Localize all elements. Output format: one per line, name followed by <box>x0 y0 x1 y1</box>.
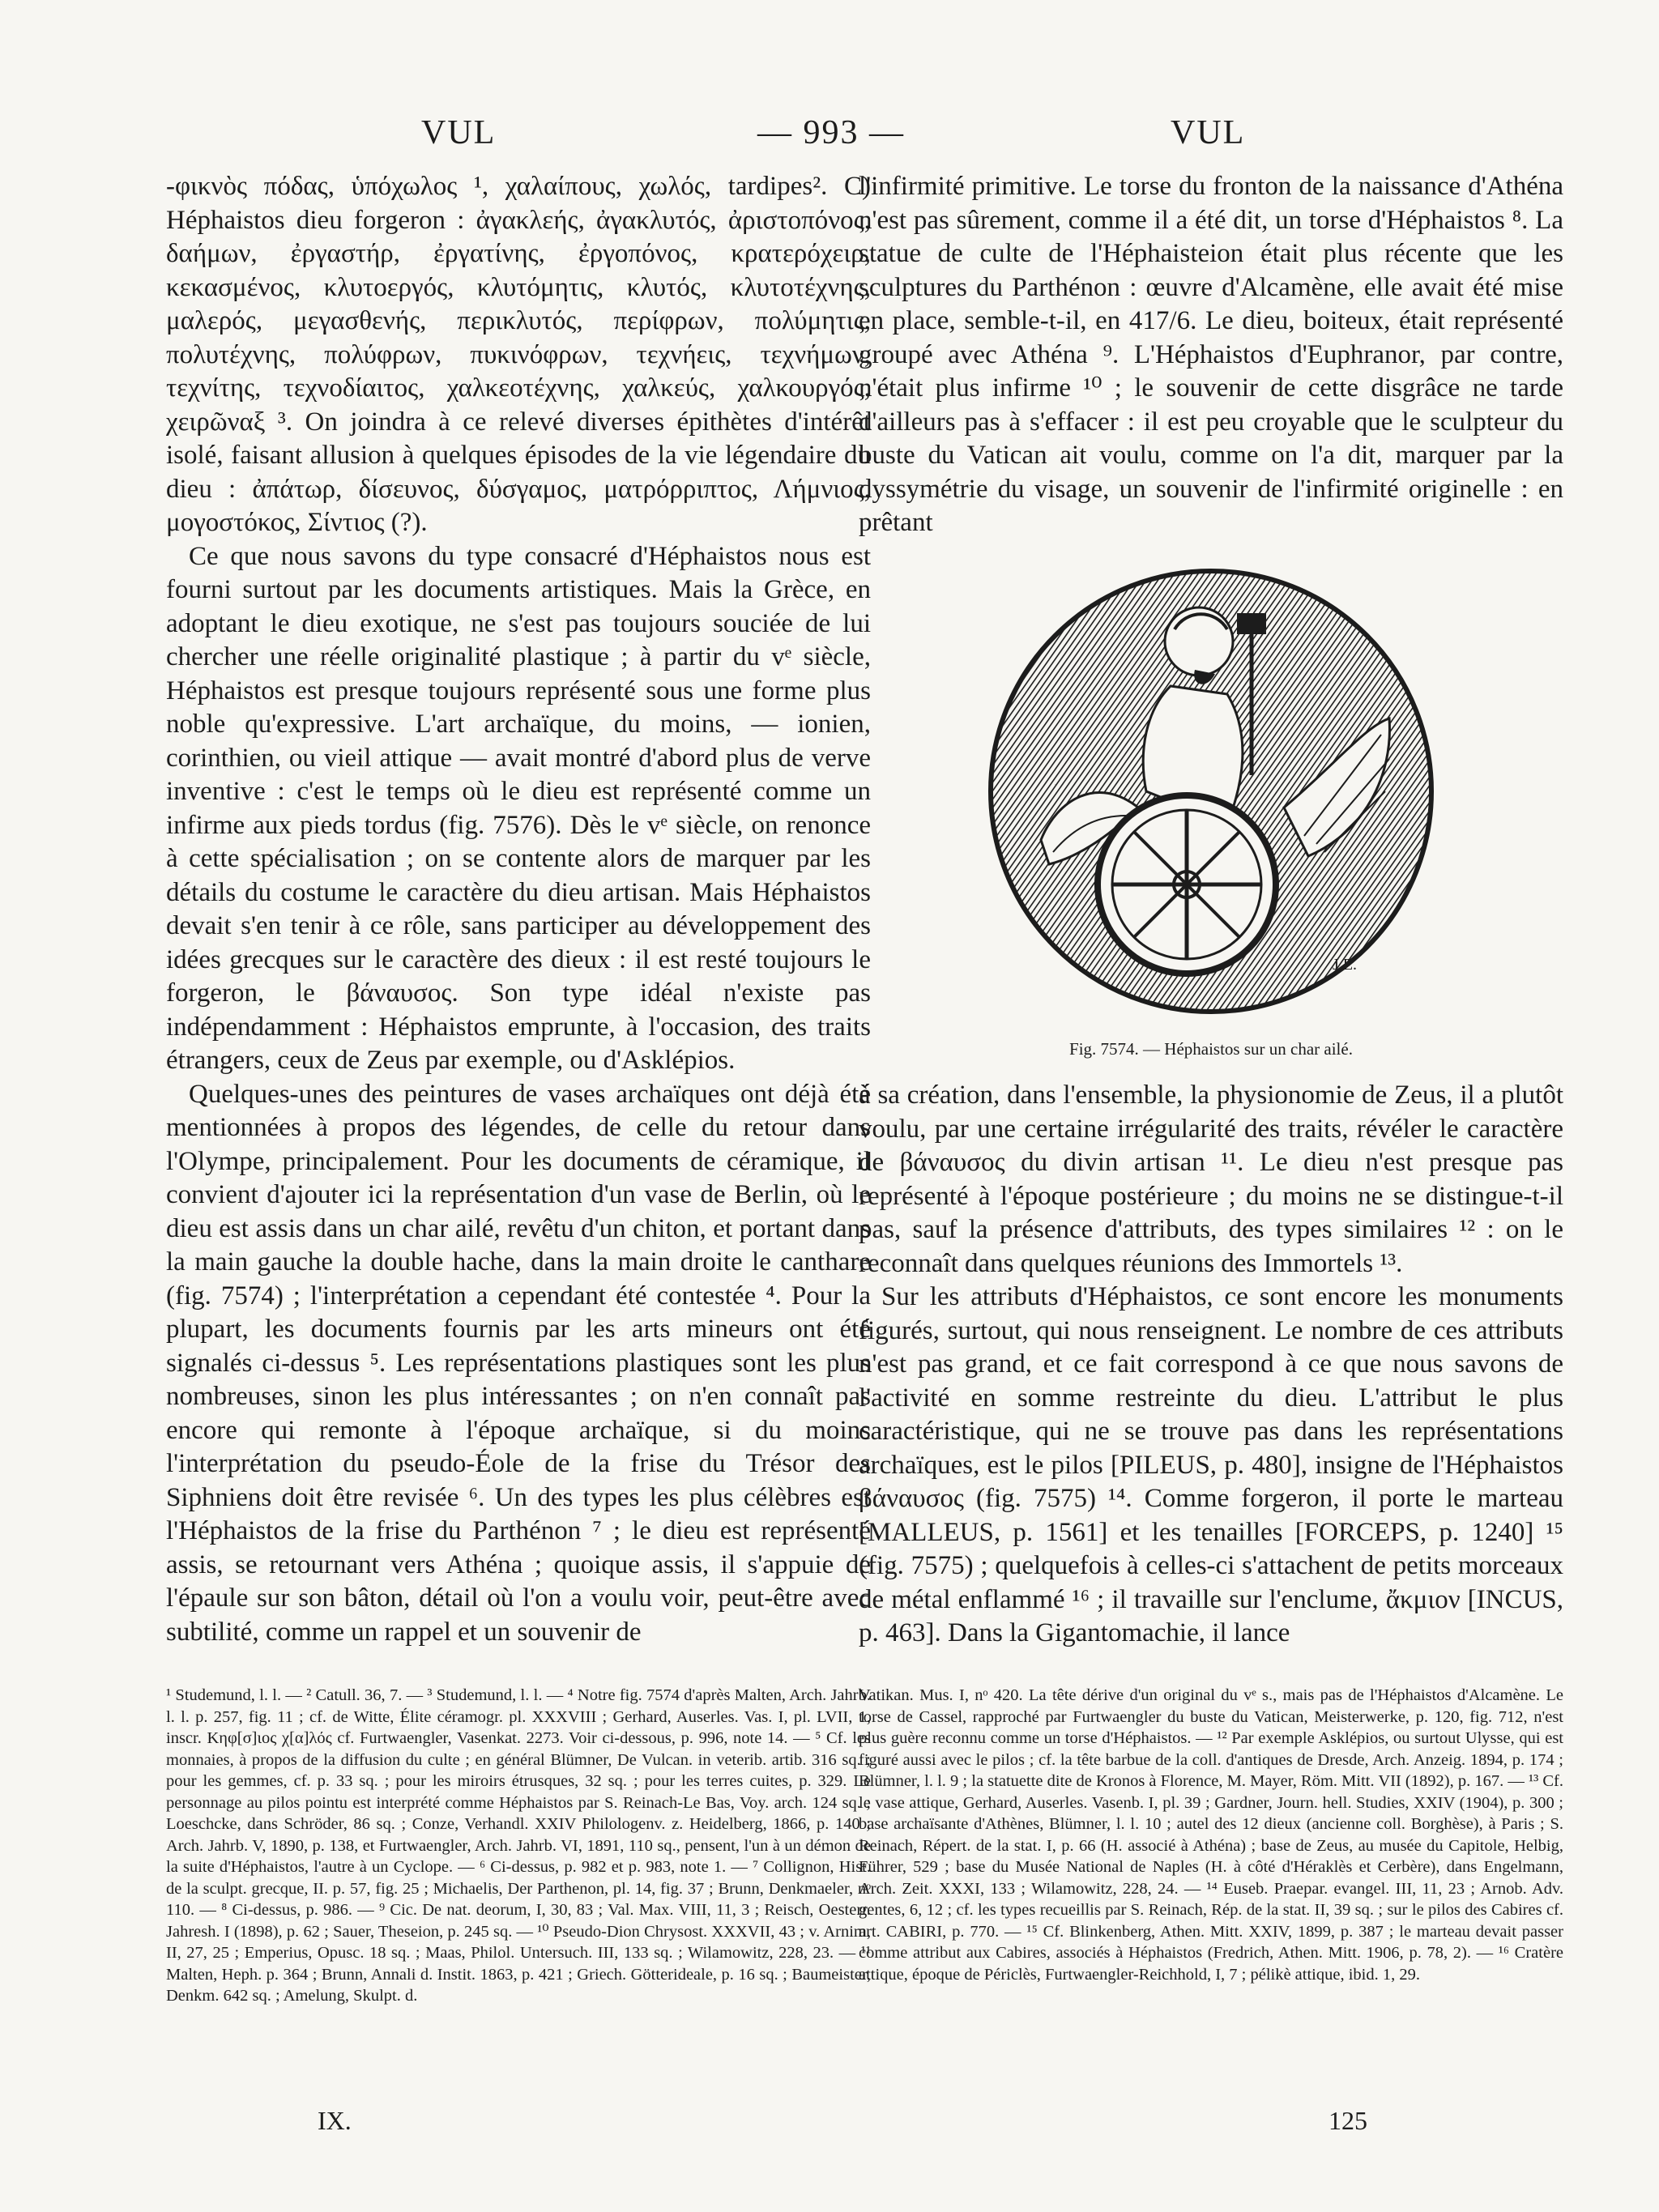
right-column <box>859 170 1563 1651</box>
hephaistos-winged-chariot-illustration <box>984 565 1438 1018</box>
running-head-right: VUL <box>1171 114 1246 151</box>
left-column <box>166 170 871 1649</box>
right-paragraph-2: à sa création, dans l'ensemble, la physionomie de Zeus, il a plutôt voulu, par une certaine irrégularité des traits, révéler le caractère de βάναυσος du divin artisan ¹¹. Le dieu n'est presque pas représenté à l'époque postérieure ; du moins ne se distingue-t-il pas, sauf la présence d'attributs, des types similaires ¹² : on le reconnaît dans quelques réunions des Immortels ¹³. <box>859 1080 1563 1278</box>
left-paragraph-3: Quelques-unes des peintures de vases archaïques ont déjà été mentionnées à propos des légendes, de celle du retour dans l'Olympe, principalement. Pour les documents de céramique, il convient d'ajouter ici la représentation d'un vase de Berlin, où le dieu est assis dans un char ailé, revêtu d'un chiton, et portant dans la main gauche la double hache, dans la main droite le canthare (fig. 7574) ; l'interprétation a cependant été contestée ⁴. Pour la plupart, les documents fournis par les arts mineurs ont été signalés ci-dessus ⁵. Les représentations plastiques sont les plus nombreuses, sinon les plus intéressantes ; on n'en connaît pas encore qui remonte à l'époque archaïque, si du moins l'interprétation du pseudo-Éole de la frise du Trésor des Siphniens doit être revisée ⁶. Un des types les plus célèbres est l'Héphaistos de la frise du Parthénon ⁷ ; le dieu est représenté assis, se retournant vers Athéna ; quoique assis, il s'appuie de l'épaule sur son bâton, détail où l'on a voulu voir, peut-être avec subtilité, comme un rappel et un souvenir de <box>166 1079 871 1647</box>
footnotes-left <box>166 1685 871 2007</box>
sheet-number: 125 <box>1328 2106 1367 2135</box>
figure-artist-signature: J.E. <box>1333 955 1357 974</box>
figure-7574 <box>984 565 1438 1018</box>
volume-signature: IX. <box>318 2106 352 2135</box>
page-number-header: — 993 — <box>757 114 905 151</box>
footnotes-right-text: Vatikan. Mus. I, nᵒ 420. La tête dérive d'un original du vᵉ s., mais pas de l'Héphaistos d'Alcamène. Le torse de Cassel, rapproché par Furtwaengler du buste du Vatican, Meisterwerke, p. 120, fig. 712, n'est plus guère reconnu comme un torse d'Héphaistos. — ¹² Par exemple Asklépios, ou surtout Ulysse, qui est figuré aussi avec le pilos ; cf. la tête barbue de la coll. d'antiques de Dresde, Arch. Anzeig. 1894, p. 174 ; Blümner, l. l. 9 ; la statuette dite de Kronos à Florence, M. Mayer, Röm. Mitt. VII (1892), p. 167. — ¹³ Cf. le vase attique, Gerhard, Auserles. Vasenb. I, pl. 39 ; Gardner, Journ. hell. Studies, XXIV (1904), p. 300 ; base archaïsante d'Athènes, Blümner, l. l. 10 ; autel des 12 dieux (ancienne coll. Borghèse), à Paris ; S. Reinach, Répert. de la stat. I, p. 66 (H. associé à Athéna) ; base de Zeus, au musée du Capitole, Helbig, Führer, 529 ; base du Musée National de Naples (H. à côté d'Héraklès et Cerbère), dans Engelmann, Arch. Zeit. XXXI, 133 ; Wilamowitz, 228, 24. — ¹⁴ Euseb. Praepar. evangel. III, 11, 23 ; Arnob. Adv. gentes, 6, 12 ; cf. les types recueillis par S. Reinach, Rép. de la stat. II, 39 sq. ; sur le pilos des Cabires cf. art. CABIRI, p. 770. — ¹⁵ Cf. Blinkenberg, Athen. Mitt. XXIV, 1899, p. 387 ; le marteau devait passer comme attribut aux Cabires, associés à Héphaistos (Fredrich, Athen. Mitt. 1906, p. 78, 2). — ¹⁶ Cratère attique, époque de Périclès, Furtwaengler-Reichhold, I, 7 ; pélikè attique, ibid. 1, 29. <box>859 1686 1563 1984</box>
running-head-left: VUL <box>421 114 497 151</box>
figure-caption: Fig. 7574. — Héphaistos sur un char ailé. <box>1069 1038 1353 1059</box>
right-paragraph-1: l'infirmité primitive. Le torse du fronton de la naissance d'Athéna n'est pas sûrement, comme il a été dit, un torse d'Héphaistos ⁸. La statue de culte de l'Héphaisteion était plus récente que les sculptures du Parthénon : œuvre d'Alcamène, elle avait été mise en place, semble-t-il, en 417/6. Le dieu, boiteux, était représenté groupé avec Athéna ⁹. L'Héphaistos d'Euphranor, par contre, n'était plus infirme ¹⁰ ; le souvenir de cette disgrâce ne tarde d'ailleurs pas à s'effacer : il est peu croyable que le sculpteur du buste du Vatican ait voulu, comme on l'a dit, marquer par la dyssymétrie du visage, un souvenir de l'infirmité originelle : en prêtant <box>859 172 1563 537</box>
right-paragraph-3: Sur les attributs d'Héphaistos, ce sont encore les monuments figurés, surtout, qui nous renseignent. Le nombre de ces attributs n'est pas grand, et ce fait correspond à ce que nous savons de l'activité en somme restreinte du dieu. L'attribut le plus caractéristique, qui ne se trouve pas dans les représentations archaïques, est le pilos [PILEUS, p. 480], insigne de l'Héphaistos βάναυσος (fig. 7575) ¹⁴. Comme forgeron, il porte le marteau [MALLEUS, p. 1561] et les tenailles [FORCEPS, p. 1240] ¹⁵ (fig. 7575) ; quelquefois à celles-ci s'attachent de petits morceaux de métal enflammé ¹⁶ ; il travaille sur l'enclume, ἄκμιον [INCUS, p. 463]. Dans la Gigantomachie, il lance <box>859 1282 1563 1647</box>
left-paragraph-2: Ce que nous savons du type consacré d'Héphaistos nous est fourni surtout par les documents artistiques. Mais la Grèce, en adoptant le dieu exotique, ne s'est pas toujours souciée de lui chercher une réelle originalité plastique ; à partir du vᵉ siècle, Héphaistos est presque toujours représenté sous une forme plus noble qu'expressive. L'art archaïque, du moins, — ionien, corinthien, ou vieil attique — avait montré d'abord plus de verve inventive : c'est le temps où le dieu est représenté comme un infirme aux pieds tordus (fig. 7576). Dès le vᵉ siècle, on renonce à cette spécialisation ; on se contente alors de marquer par les détails du costume le caractère du dieu artisan. Mais Héphaistos devait s'en tenir à ce rôle, sans participer au développement des idées grecques sur le caractère des dieux : il est resté toujours le forgeron, le βάναυσος. Son type idéal n'existe pas indépendamment : Héphaistos emprunte, à l'occasion, des traits étrangers, ceux de Zeus par exemple, ou d'Asklépios. <box>166 541 871 1075</box>
footnotes-right <box>859 1685 1563 1985</box>
left-paragraph-1: -φικνὸς πόδας, ὑπόχωλος ¹, χαλαίπους, χωλός, tardipes². C) Héphaistos dieu forgeron : ἀγακλεής, ἀγακλυτός, ἀριστοπόνος, δαήμων, ἐργαστήρ, ἐργατίνης, ἐργοπόνος, κρατερόχειρ, κεκασμένος, κλυτοεργός, κλυτόμητις, κλυτός, κλυτοτέχνης, μαλερός, μεγασθενής, περικλυτός, περίφρων, πολύμητις, πολυτέχνης, πολύφρων, πυκινόφρων, τεχνήεις, τεχνήμων, τεχνίτης, τεχνοδίαιτος, χαλκεοτέχνης, χαλκεύς, χαλκουργός, χειρῶναξ ³. On joindra à ce relevé diverses épithètes d'intérêt isolé, faisant allusion à quelques épisodes de la vie légendaire du dieu : ἀπάτωρ, δίσευνος, δύσγαμος, ματρόρριπτος, Λήμνιος, μογοστόκος, Σίντιος (?). <box>166 172 871 537</box>
footnotes-left-text: ¹ Studemund, l. l. — ² Catull. 36, 7. — ³ Studemund, l. l. — ⁴ Notre fig. 7574 d'après Malten, Arch. Jahrb. l. l. p. 257, fig. 11 ; cf. de Witte, Élite céramogr. pl. XXXVIII ; Gerhard, Auserles. Vas. I, pl. LVII, 1, inscr. Κηφ[σ]ιος χ[α]λός cf. Furtwaengler, Vasenkat. 2273. Voir ci-dessous, p. 996, note 14. — ⁵ Cf. les monnaies, à propos de la diffusion du culte ; en général Blümner, De Vulcan. in veterib. artib. 316 sq. ; pour les gemmes, cf. p. 33 sq. ; pour les miroirs étrusques, 32 sq. ; pour les terres cuites, p. 329. Le personnage au pilos pointu est interprété comme Héphaistos par S. Reinach-Le Bas, Voy. arch. 124 sq. ; Loeschcke, dans Schröder, 86 sq. ; Conze, Verhandl. XXIV Philologenv. z. Heidelberg, 1866, p. 140 ; Arch. Jahrb. V, 1890, p. 138, et Furtwaengler, Arch. Jahrb. VI, 1891, 110 sq., pensent, l'un à un démon de la suite d'Héphaistos, l'autre à un Cyclope. — ⁶ Ci-dessus, p. 982 et p. 983, note 1. — ⁷ Collignon, Hist. de la sculpt. grecque, II. p. 57, fig. 25 ; Michaelis, Der Parthenon, pl. 14, fig. 37 ; Brunn, Denkmaeler, nᵒ 110. — ⁸ Ci-dessus, p. 986. — ⁹ Cic. De nat. deorum, I, 30, 83 ; Val. Max. VIII, 11, 3 ; Reisch, Oesterr. Jahresh. I (1898), p. 62 ; Sauer, Theseion, p. 245 sq. — ¹⁰ Pseudo-Dion Chrysost. XXXVII, 43 ; v. Arnim, II, 27, 25 ; Emperius, Opusc. 18 sq. ; Maas, Philol. Untersuch. III, 133 sq. ; Wilamowitz, 228, 23. — ¹¹ Malten, Heph. p. 364 ; Brunn, Annali d. Instit. 1863, p. 421 ; Griech. Götterideale, p. 16 sq. ; Baumeister, Denkm. 642 sq. ; Amelung, Skulpt. d. <box>166 1686 871 2005</box>
